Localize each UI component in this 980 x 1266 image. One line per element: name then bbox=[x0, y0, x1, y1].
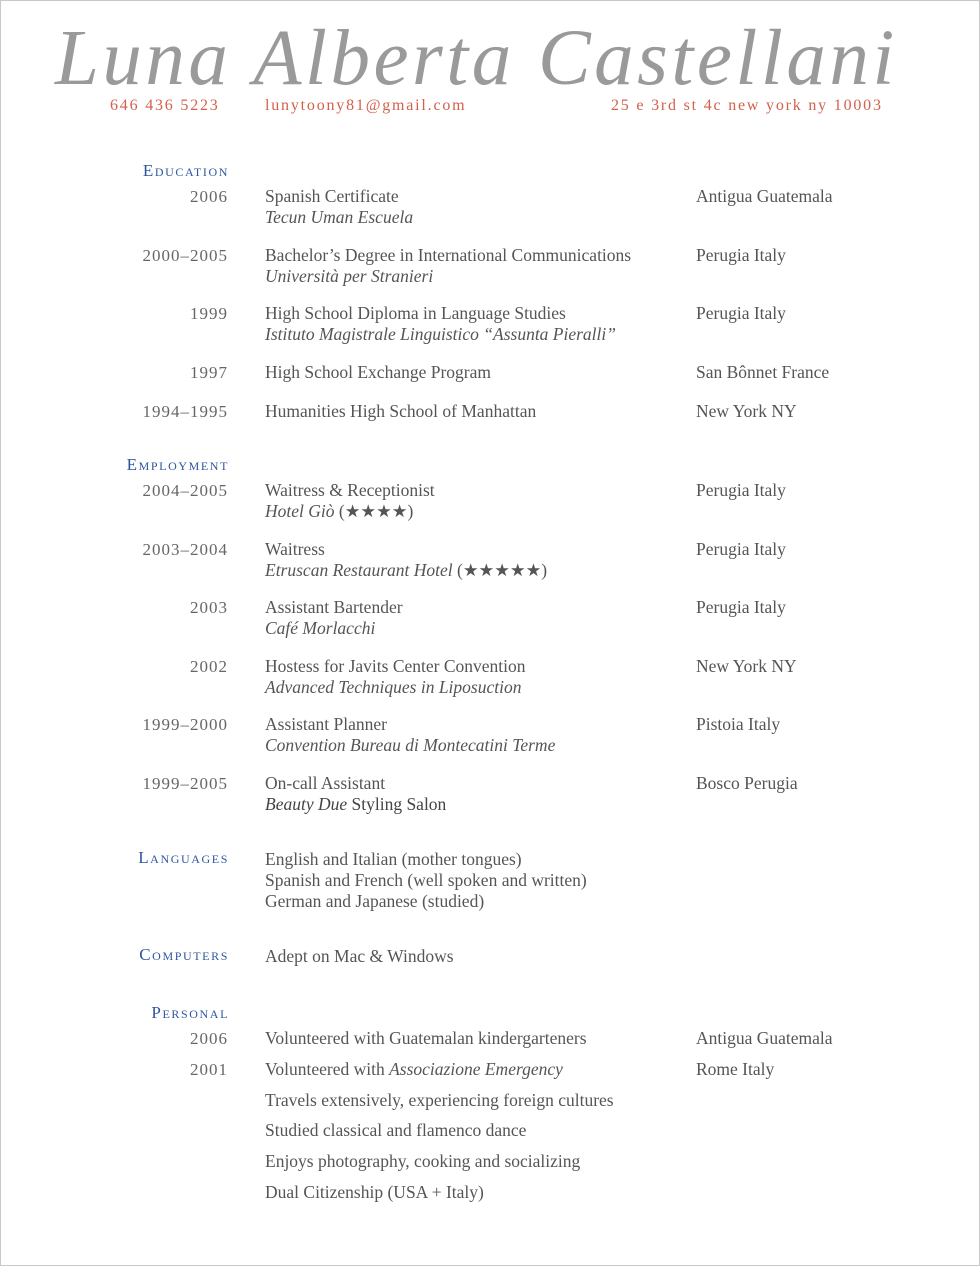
employment-location: Bosco Perugia bbox=[696, 773, 798, 793]
employment-year: 2003–2004 bbox=[142, 540, 228, 559]
education-institution: Università per Stranieri bbox=[265, 266, 434, 286]
employment-item bbox=[265, 656, 526, 698]
education-item bbox=[265, 401, 536, 422]
personal-item: Volunteered with Guatemalan kindergarteners bbox=[265, 1028, 587, 1048]
employer-rating: (★★★★) bbox=[334, 501, 414, 521]
employment-title: On-call Assistant bbox=[265, 773, 386, 793]
education-item bbox=[265, 303, 616, 345]
education-item bbox=[265, 186, 413, 228]
education-location: Perugia Italy bbox=[696, 303, 786, 323]
education-year: 1994–1995 bbox=[142, 402, 228, 421]
phone-number: 646 436 5223 bbox=[110, 97, 220, 114]
language-line: Spanish and French (well spoken and written) bbox=[265, 870, 587, 890]
employment-year: 1999–2000 bbox=[142, 715, 228, 734]
employment-year: 2004–2005 bbox=[142, 481, 228, 500]
education-title: Humanities High School of Manhattan bbox=[265, 401, 537, 421]
personal-item: Enjoys photography, cooking and socializing bbox=[265, 1151, 581, 1171]
education-location: Perugia Italy bbox=[696, 245, 786, 265]
computers-heading: Computers bbox=[139, 945, 229, 964]
education-title: Spanish Certificate bbox=[265, 186, 399, 206]
employer-suffix: Styling Salon bbox=[347, 794, 447, 814]
employment-location: Perugia Italy bbox=[696, 480, 786, 500]
employment-year: 1999–2005 bbox=[142, 774, 228, 793]
employment-item bbox=[265, 714, 555, 756]
education-year: 1999 bbox=[190, 304, 228, 323]
education-title: High School Exchange Program bbox=[265, 362, 491, 382]
education-institution: Tecun Uman Escuela bbox=[265, 207, 414, 227]
personal-item: Dual Citizenship (USA + Italy) bbox=[265, 1182, 484, 1202]
personal-item: Travels extensively, experiencing foreign cultures bbox=[265, 1090, 614, 1110]
employer-name: Convention Bureau di Montecatini Terme bbox=[265, 735, 556, 755]
education-title: High School Diploma in Language Studies bbox=[265, 303, 566, 323]
employer-name: Café Morlacchi bbox=[265, 618, 376, 638]
language-line: German and Japanese (studied) bbox=[265, 891, 485, 911]
employer-name: Advanced Techniques in Liposuction bbox=[265, 677, 522, 697]
employment-location: New York NY bbox=[696, 656, 797, 676]
organization-name: Associazione Emergency bbox=[389, 1059, 563, 1079]
employer-name: Hotel Giò bbox=[265, 501, 335, 521]
education-item bbox=[265, 362, 491, 383]
employer-name: Beauty Due bbox=[265, 794, 348, 814]
employment-location: Pistoia Italy bbox=[696, 714, 781, 734]
personal-item bbox=[265, 1059, 563, 1080]
resume-name: Luna Alberta Castellani bbox=[55, 15, 898, 102]
education-year: 2006 bbox=[190, 187, 228, 206]
education-year: 1997 bbox=[190, 363, 228, 382]
employment-item bbox=[265, 480, 435, 522]
personal-item-text: Volunteered with bbox=[265, 1059, 390, 1079]
personal-item: Studied classical and flamenco dance bbox=[265, 1120, 527, 1140]
employer-name: Etruscan Restaurant Hotel bbox=[265, 560, 453, 580]
personal-location: Antigua Guatemala bbox=[696, 1028, 833, 1048]
employer-rating: (★★★★★) bbox=[452, 560, 548, 580]
language-line: English and Italian (mother tongues) bbox=[265, 849, 522, 869]
personal-location: Rome Italy bbox=[696, 1059, 775, 1079]
personal-year: 2001 bbox=[190, 1060, 228, 1079]
education-location: Antigua Guatemala bbox=[696, 186, 833, 206]
computers-line: Adept on Mac & Windows bbox=[265, 946, 454, 966]
employment-location: Perugia Italy bbox=[696, 597, 786, 617]
email-address[interactable]: lunytoony81@gmail.com bbox=[265, 97, 467, 114]
employment-year: 2003 bbox=[190, 598, 228, 617]
employment-title: Assistant Planner bbox=[265, 714, 388, 734]
employment-item bbox=[265, 597, 403, 639]
employment-title: Waitress & Receptionist bbox=[265, 480, 435, 500]
employment-title: Assistant Bartender bbox=[265, 597, 403, 617]
employment-title: Hostess for Javits Center Convention bbox=[265, 656, 526, 676]
personal-year: 2006 bbox=[190, 1029, 228, 1048]
education-institution: Istituto Magistrale Linguistico “Assunta Pieralli” bbox=[265, 324, 616, 344]
education-location: New York NY bbox=[696, 401, 797, 421]
postal-address: 25 e 3rd st 4c new york ny 10003 bbox=[611, 97, 883, 114]
education-title: Bachelor’s Degree in International Communications bbox=[265, 245, 632, 265]
employment-heading: Employment bbox=[126, 455, 229, 474]
employment-item bbox=[265, 773, 446, 815]
personal-heading: Personal bbox=[151, 1003, 229, 1022]
employment-item bbox=[265, 539, 547, 581]
education-heading: Education bbox=[142, 161, 229, 180]
employment-title: Waitress bbox=[265, 539, 325, 559]
employment-year: 2002 bbox=[190, 657, 228, 676]
languages-heading: Languages bbox=[138, 848, 229, 867]
education-item bbox=[265, 245, 631, 287]
education-year: 2000–2005 bbox=[142, 246, 228, 265]
education-location: San Bônnet France bbox=[696, 362, 830, 382]
languages-list bbox=[265, 849, 587, 912]
employment-location: Perugia Italy bbox=[696, 539, 786, 559]
